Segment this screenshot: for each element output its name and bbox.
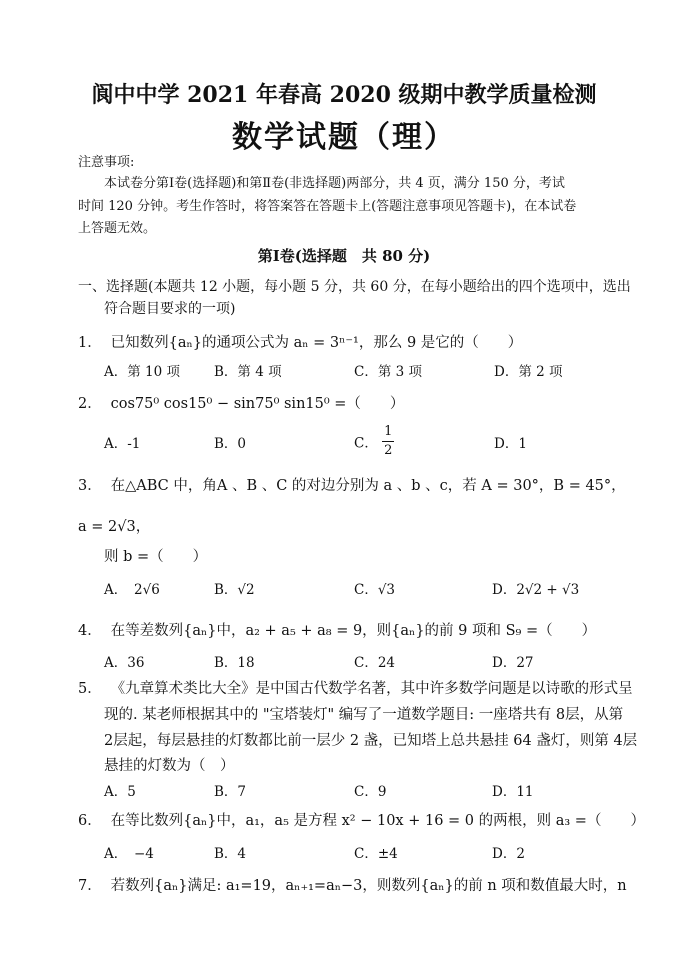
q6-option-b: B．4: [214, 846, 247, 862]
q2-option-a: A．-1: [104, 436, 141, 452]
question-5: [78, 677, 633, 698]
question-7: [78, 874, 627, 895]
question-4: [78, 619, 596, 640]
question-3-stem-2: a = 2√3，: [78, 519, 151, 535]
exam-subtitle: 数学试题（理）: [232, 120, 456, 155]
q4-option-b: B．18: [214, 655, 255, 671]
question-stem: 已知数列{aₙ}的通项公式为 aₙ = 3ⁿ⁻¹，那么 9 是它的（ ）: [110, 335, 523, 351]
q2-option-b: B．0: [214, 436, 247, 452]
q4-option-a: A．36: [104, 655, 145, 671]
question-5-stem-3: 2层起，每层悬挂的灯数都比前一层少 2 盏，已知塔上总共悬挂 64 盏灯，则第 4层: [104, 733, 638, 749]
exam-title: 阆中中学 2021 年春高 2020 级期中教学质量检测: [91, 82, 597, 108]
q6-option-c: C．±4: [354, 846, 398, 862]
q3-option-a: A． 2√6: [104, 582, 160, 598]
fraction-one-half: $\frac{1}{2}$: [384, 424, 393, 458]
question-stem: 《九章算术类比大全》是中国古代数学名著，其中许多数学问题是以诗歌的形式呈: [110, 681, 633, 697]
q3-option-d: D．2√2 + √3: [492, 582, 580, 598]
question-2: [78, 392, 404, 413]
q1-option-a: A．第 10 项: [104, 364, 181, 380]
q5-option-c: C．9: [354, 784, 387, 800]
notes-heading: 注意事项:: [78, 155, 135, 170]
question-number: 1．: [78, 335, 102, 351]
part-one-heading: 第Ⅰ卷(选择题 共 80 分): [257, 247, 431, 265]
q5-option-b: B．7: [214, 784, 247, 800]
notes-line-3: 上答题无效。: [78, 221, 157, 236]
q5-option-d: D．11: [492, 784, 534, 800]
question-stem: 在等差数列{aₙ}中，a₂ + a₅ + a₈ = 9，则{aₙ}的前 9 项和 S₉ =（ ）: [110, 623, 597, 639]
q3-option-c: C．√3: [354, 582, 396, 598]
q6-option-a: A． −4: [104, 846, 154, 862]
question-stem: 在等比数列{aₙ}中，a₁，a₅ 是方程 x² − 10x + 16 = 0 的两根，则 a₃ =（ ）: [110, 813, 645, 829]
question-stem: cos75⁰ cos15⁰ − sin75⁰ sin15⁰ =（ ）: [110, 396, 405, 412]
q2-option-c: C． $\frac{1}{2}$: [354, 424, 393, 458]
question-number: 4．: [78, 623, 102, 639]
notes-line-2: 时间 120 分钟。考生作答时，将答案答在答题卡上(答题注意事项见答题卡)，在本试卷: [78, 199, 577, 214]
q4-option-d: D．27: [492, 655, 534, 671]
question-number: 3．: [78, 478, 102, 494]
question-1: [78, 331, 522, 352]
question-3-stem-3: 则 b =（ ）: [104, 549, 208, 565]
section-instructions-line-1: 一、选择题(本题共 12 小题，每小题 5 分，共 60 分，在每小题给出的四个选项中，选出: [78, 279, 631, 295]
question-stem: 在△ABC 中，角A 、B 、C 的对边分别为 a 、b 、c，若 A = 30°，B = 45°，: [110, 478, 626, 494]
q1-option-b: B．第 4 项: [214, 364, 282, 380]
q2-option-d: D．1: [494, 436, 527, 452]
question-number: 6．: [78, 813, 102, 829]
question-number: 7．: [78, 878, 102, 894]
q5-option-a: A．5: [104, 784, 136, 800]
q4-option-c: C．24: [354, 655, 396, 671]
question-6: [78, 809, 645, 830]
q3-option-b: B．√2: [214, 582, 255, 598]
question-number: 5．: [78, 681, 102, 697]
question-3: [78, 474, 626, 495]
question-stem: 若数列{aₙ}满足: a₁=19，aₙ₊₁=aₙ−3，则数列{aₙ}的前 n 项和数值最大时，n: [110, 878, 627, 894]
question-number: 2．: [78, 396, 102, 412]
question-5-stem-2: 现的. 某老师根据其中的 "宝塔装灯" 编写了一道数学题目: 一座塔共有 8层，从第: [104, 707, 624, 723]
q6-option-d: D．2: [492, 846, 525, 862]
q1-option-c: C．第 3 项: [354, 364, 423, 380]
section-instructions-line-2: 符合题目要求的一项): [104, 301, 236, 317]
q1-option-d: D．第 2 项: [494, 364, 563, 380]
question-5-stem-4: 悬挂的灯数为（ ）: [104, 758, 235, 774]
notes-line-1: 本试卷分第Ⅰ卷(选择题)和第Ⅱ卷(非选择题)两部分，共 4 页，满分 150 分，考试: [104, 176, 565, 191]
